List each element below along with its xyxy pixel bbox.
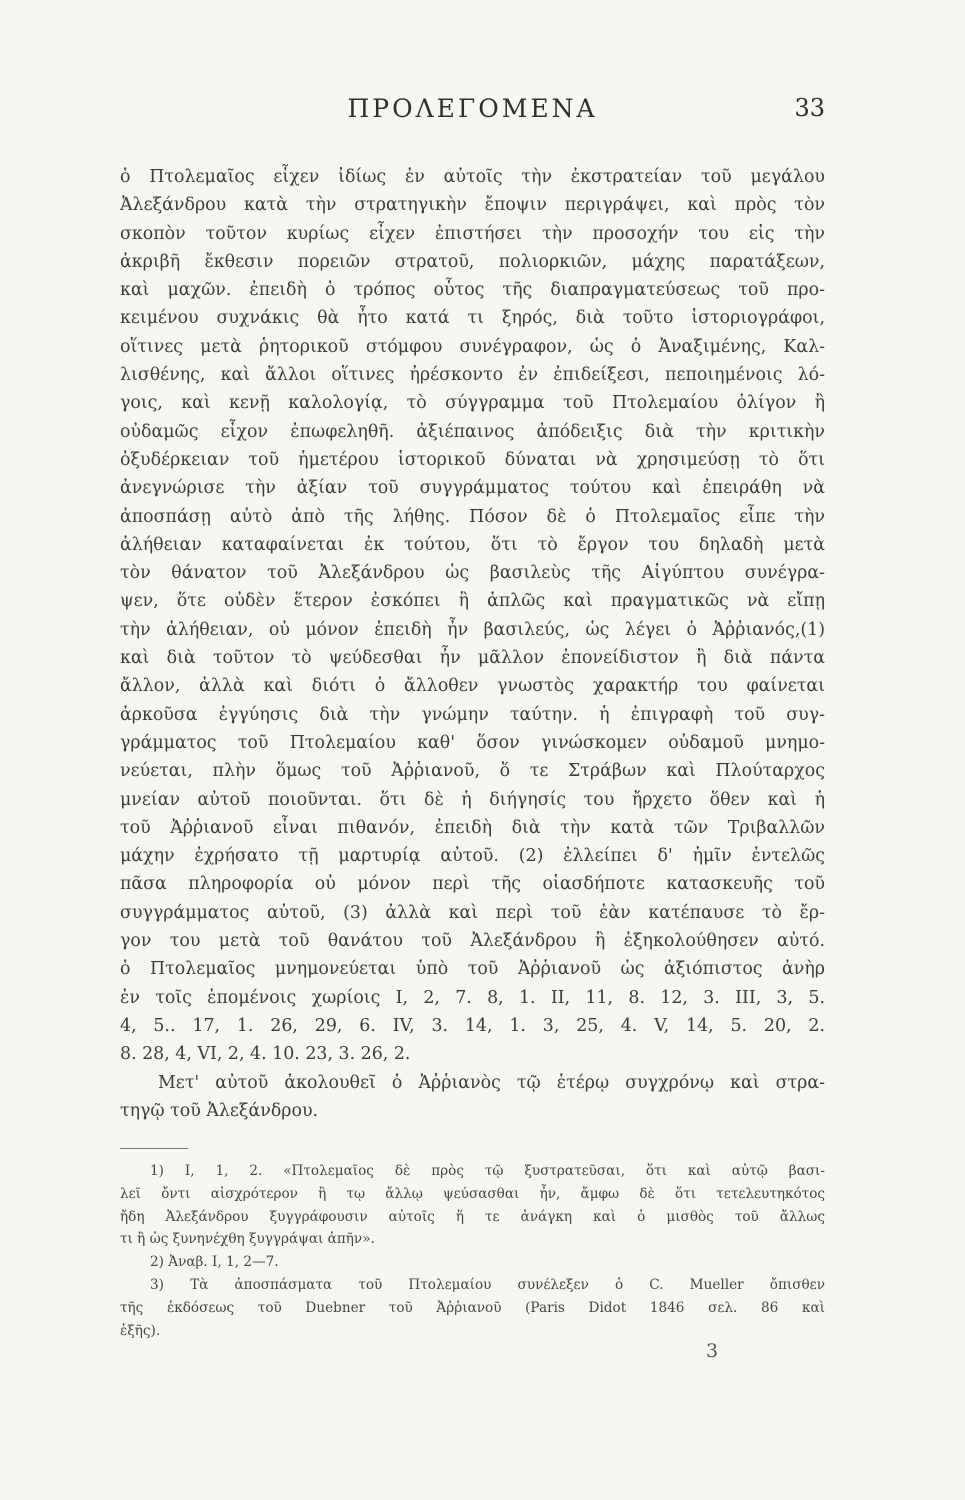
footnote-line: ἑξῆς). <box>120 1322 161 1339</box>
text-line: ἀλήθειαν καταφαίνεται ἐκ τούτου, ὅτι τὸ ἔργον του δηλαδὴ μετὰ <box>120 534 825 555</box>
text-line: ἀνεγνώρισε τὴν ἀξίαν τοῦ συγγράμματος τούτου καὶ ἐπειράθη νὰ <box>120 478 825 499</box>
footnote-rule <box>120 1148 188 1149</box>
text-line: τὴν ἀλήθειαν, οὐ μόνον ἐπειδὴ ἦν βασιλεύς, ὡς λέγει ὁ Ἀῤῥιανός,(1) <box>120 619 825 640</box>
text-line: ὀξυδέρκειαν τοῦ ἡμετέρου ἱστορικοῦ δύναται νὰ χρησιμεύσῃ τὸ ὅτι <box>120 449 825 470</box>
footnote-line: 3) Τὰ ἀποσπάσματα τοῦ Πτολεμαίου συνέλεξεν ὁ C. Mueller ὄπισθεν <box>150 1276 825 1293</box>
text-line: τοῦ Ἀῤῥιανοῦ εἶναι πιθανόν, ἐπειδὴ διὰ τὴν κατὰ τῶν Τριβαλλῶν <box>120 817 825 838</box>
text-line: 4, 5.. 17, 1. 26, 29, 6. IV, 3. 14, 1. 3, 25, 4. V, 14, 5. 20, 2. <box>120 1015 825 1036</box>
text-line: μνείαν αὐτοῦ ποιοῦνται. ὅτι δὲ ἡ διήγησίς του ἤρχετο ὅθεν καὶ ἡ <box>120 789 825 810</box>
text-line: Μετ' αὐτοῦ ἀκολουθεῖ ὁ Ἀῤῥιανὸς τῷ ἑτέρῳ συγχρόνῳ καὶ στρα- <box>158 1072 825 1093</box>
text-line: μάχην ἐχρήσατο τῇ μαρτυρίᾳ αὐτοῦ. (2) ἐλλείπει δ' ἡμῖν ἐντελῶς <box>120 846 825 867</box>
footnote-line: 1) I, 1, 2. «Πτολεμαῖος δὲ πρὸς τῷ ξυστρατεῦσαι, ὅτι καὶ αὐτῷ βασι- <box>150 1163 825 1179</box>
running-header <box>120 94 825 134</box>
text-line: ἄλλον, ἀλλὰ καὶ διότι ὁ ἄλλοθεν γνωστὸς χαρακτήρ του φαίνεται <box>120 676 825 697</box>
text-line: οὐδαμῶς εἶχον ἐπωφεληθῆ. ἀξιέπαινος ἀπόδειξις διὰ τὴν κριτικὴν <box>120 421 825 442</box>
text-line: συγγράμματος αὐτοῦ, (3) ἀλλὰ καὶ περὶ τοῦ ἐὰν κατέπαυσε τὸ ἔρ- <box>120 902 825 923</box>
footnote-line: τῆς ἐκδόσεως τοῦ Duebner τοῦ Ἀῤῥιανοῦ (Paris Didot 1846 σελ. 86 καὶ <box>120 1299 825 1316</box>
text-line: καὶ μαχῶν. ἐπειδὴ ὁ τρόπος οὗτος τῆς διαπραγματεύσεως τοῦ προ- <box>120 280 825 301</box>
text-line: σκοπὸν τοῦτον κυρίως εἶχεν ἐπιστήσει τὴν προσοχήν του εἰς τὴν <box>120 223 825 244</box>
text-line: ψεν, ὅτε οὐδὲν ἕτερον ἐσκόπει ἢ ἁπλῶς καὶ πραγματικῶς νὰ εἴπῃ <box>120 591 825 612</box>
footnote-line: ἤδη Ἀλεξάνδρου ξυγγράφουσιν αὐτοῖς ἥ τε ἀνάγκη καὶ ὁ μισθὸς τοῦ ἄλλως <box>120 1208 825 1225</box>
text-line: γοις, καὶ κενῇ καλολογίᾳ, τὸ σύγγραμμα τοῦ Πτολεμαίου ὀλίγον ἢ <box>120 393 825 414</box>
text-line: καὶ διὰ τοῦτον τὸ ψεύδεσθαι ἦν μᾶλλον ἐπονείδιστον ἢ διὰ πάντα <box>120 648 825 669</box>
page-title: ΠΡΟΛΕΓΟΜΕΝΑ <box>347 94 598 123</box>
text-line: ὁ Πτολεμαῖος μνημονεύεται ὑπὸ τοῦ Ἀῤῥιανοῦ ὡς ἀξιόπιστος ἀνὴρ <box>120 959 825 980</box>
text-line: γον του μετὰ τοῦ θανάτου τοῦ Ἀλεξάνδρου ἢ ἐξηκολούθησεν αὐτό. <box>120 931 825 952</box>
text-line: ἀρκοῦσα ἐγγύησις διὰ τὴν γνώμην ταύτην. ἡ ἐπιγραφὴ τοῦ συγ- <box>120 704 825 725</box>
text-line: 8. 28, 4, VI, 2, 4. 10. 23, 3. 26, 2. <box>120 1044 411 1065</box>
main-text <box>120 163 825 1125</box>
text-line: οἵτινες μετὰ ῥητορικοῦ στόμφου συνέγραφον, ὡς ὁ Ἀναξιμένης, Καλ- <box>120 336 825 357</box>
text-line: τὸν θάνατον τοῦ Ἀλεξάνδρου ὡς βασιλεὺς τῆς Αἰγύπτου συνέγρα- <box>120 563 825 584</box>
footnote-line: λεῖ ὄντι αἰσχρότερον ἢ τῳ ἄλλῳ ψεύσασθαι ἦν, ἄμφω δὲ ὅτι τετελευτηκότος <box>120 1185 825 1202</box>
text-line: κειμένου συχνάκις θὰ ἦτο κατά τι ξηρός, διὰ τοῦτο ἱστοριογράφοι, <box>120 308 825 329</box>
text-line: λισθένης, καὶ ἄλλοι οἵτινες ἠρέσκοντο ἐν ἐπιδείξεσι, πεποιημένοις λό- <box>120 365 825 386</box>
footnote-line: 2) Ἀναβ. I, 1, 2—7. <box>150 1254 279 1271</box>
text-line: ἀποσπάσῃ αὐτὸ ἀπὸ τῆς λήθης. Πόσον δὲ ὁ Πτολεμαῖος εἶπε τὴν <box>120 506 825 527</box>
footnote-line: τι ἢ ὡς ξυνηνέχθη ξυγγράψαι ἀπῆν». <box>120 1231 375 1248</box>
text-line: γράμματος τοῦ Πτολεμαίου καθ' ὅσον γινώσκομεν οὐδαμοῦ μνημο- <box>120 732 825 753</box>
footnotes <box>120 1160 825 1342</box>
text-line: νεύεται, πλὴν ὅμως τοῦ Ἀῤῥιανοῦ, ὅ τε Στράβων καὶ Πλούταρχος <box>120 761 825 782</box>
text-line: Ἀλεξάνδρου κατὰ τὴν στρατηγικὴν ἔποψιν περιγράψει, καὶ πρὸς τὸν <box>120 195 825 216</box>
text-line: πᾶσα πληροφορία οὐ μόνον περὶ τῆς οἱασδήποτε κατασκευῆς τοῦ <box>120 874 825 895</box>
page-number: 33 <box>794 94 825 122</box>
text-line: τηγῷ τοῦ Ἀλεξάνδρου. <box>120 1100 319 1121</box>
text-line: ἐν τοῖς ἑπομένοις χωρίοις I, 2, 7. 8, 1. II, 11, 8. 12, 3. III, 3, 5. <box>120 987 825 1008</box>
signature-mark: 3 <box>706 1340 719 1362</box>
text-line: ὁ Πτολεμαῖος εἶχεν ἰδίως ἐν αὐτοῖς τὴν ἐκστρατείαν τοῦ μεγάλου <box>120 167 825 187</box>
text-line: ἀκριβῆ ἔκθεσιν πορειῶν στρατοῦ, πολιορκιῶν, μάχης παρατάξεων, <box>120 251 825 272</box>
